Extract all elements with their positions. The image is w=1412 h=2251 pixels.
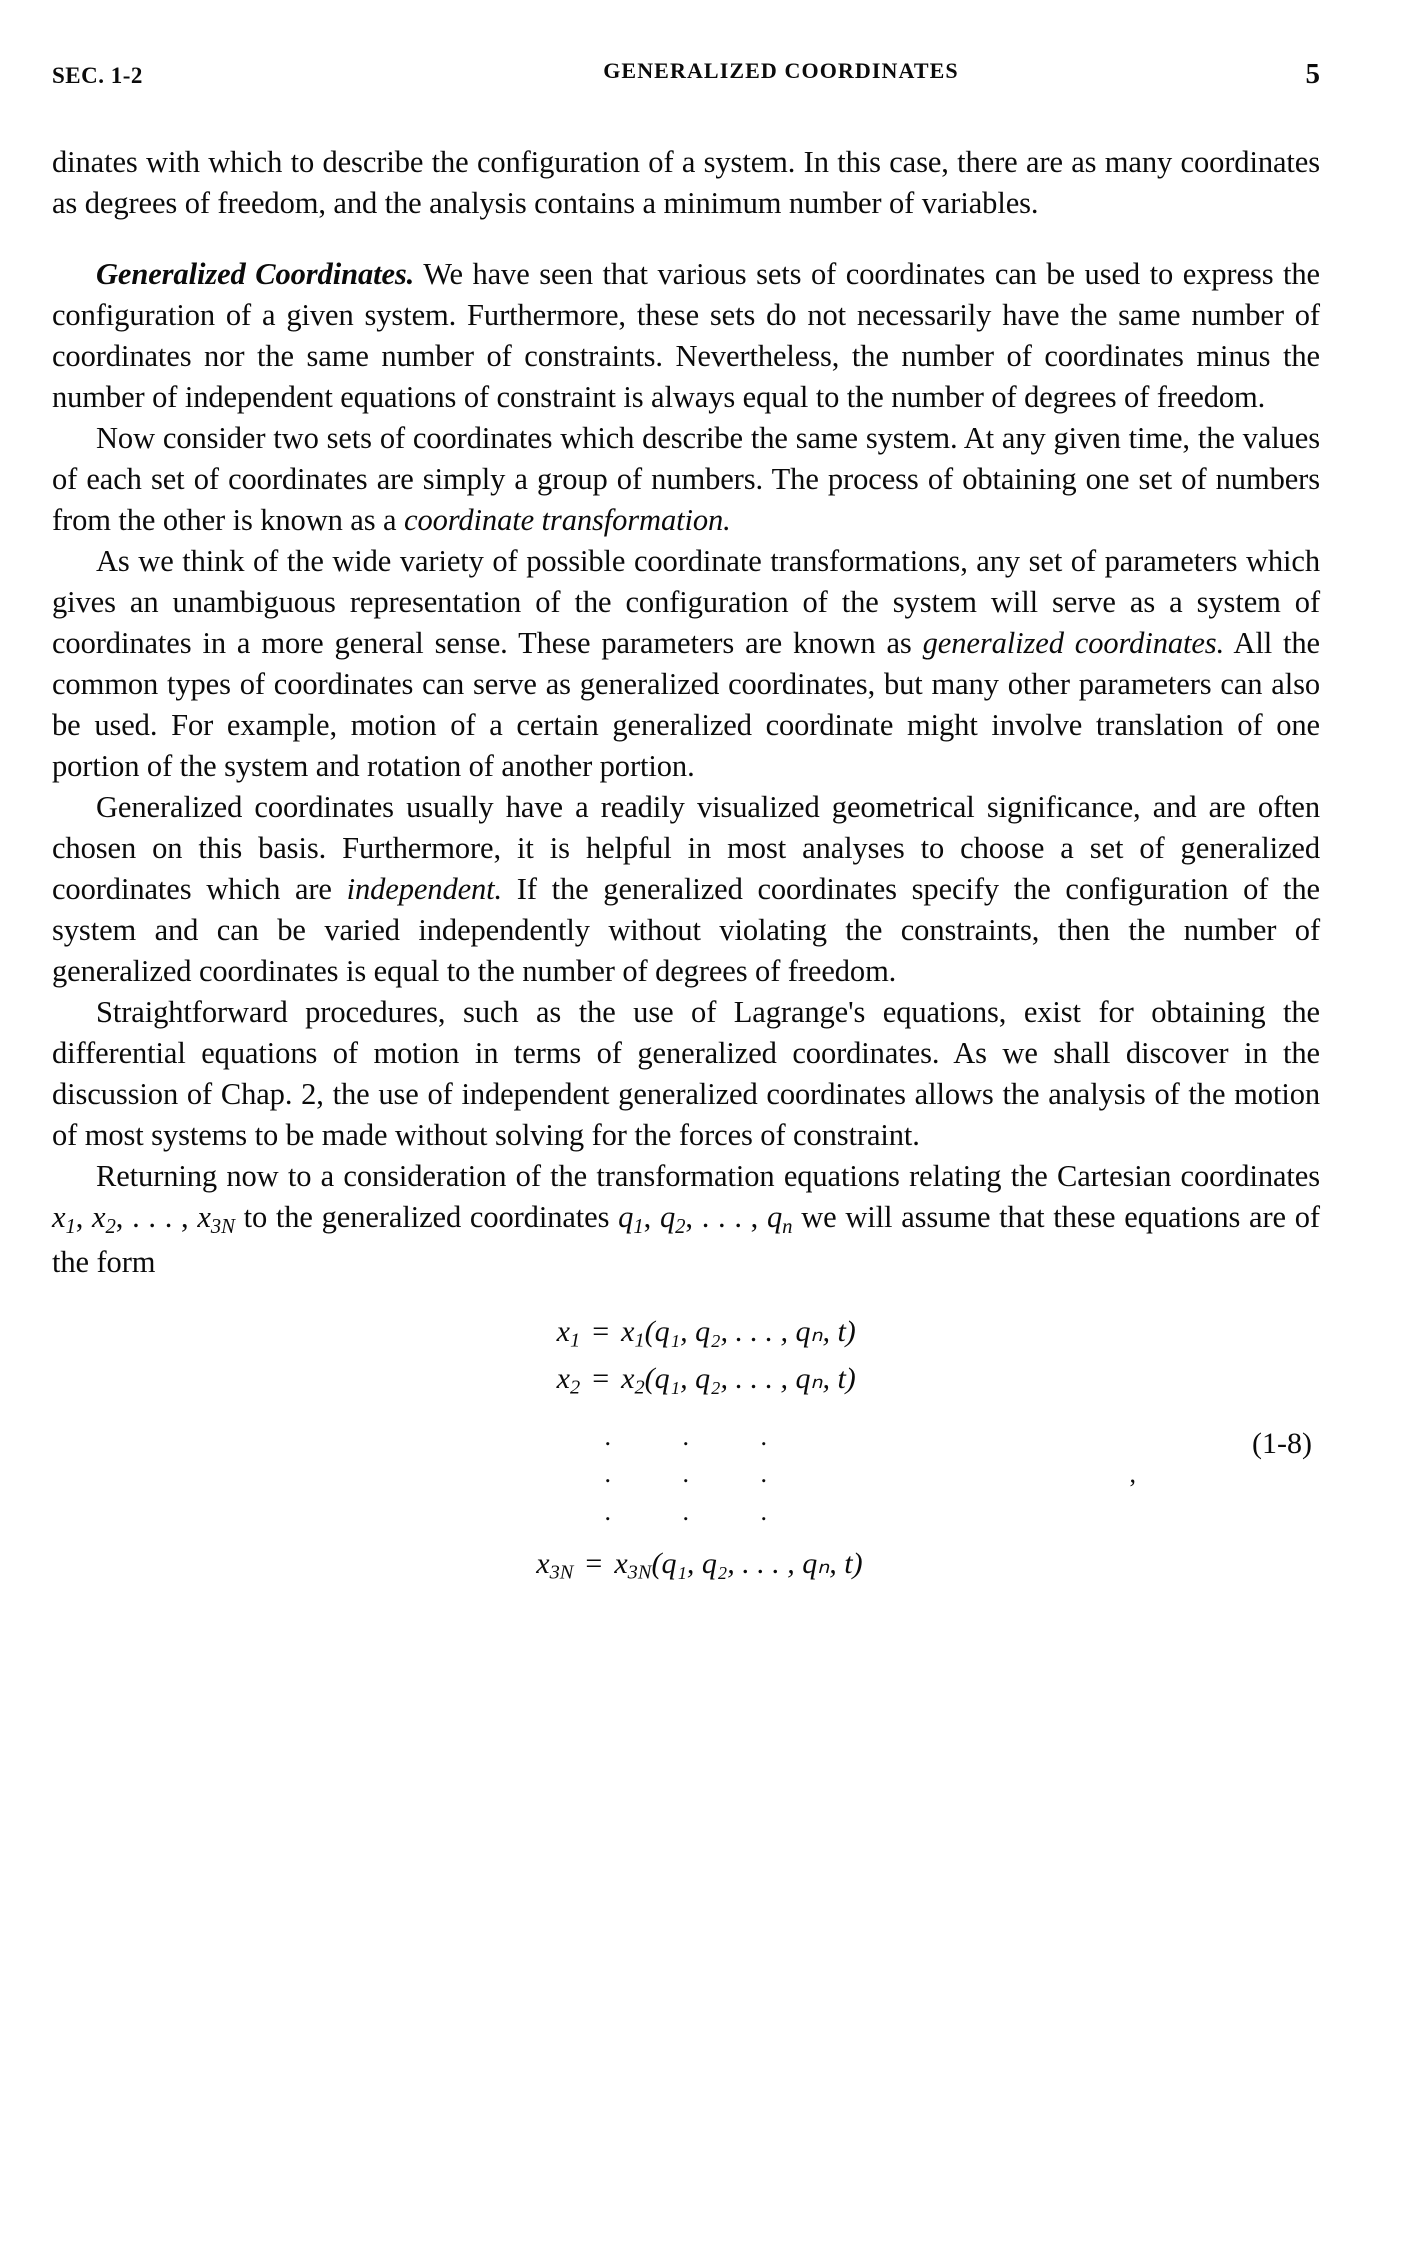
paragraph-3-text-a: Now consider two sets of coordinates which describe the same system. At any given time, the values of each set of coordinates are simply a group of numbers. The process of obtaining one set of numbers from the other is known as a bbox=[52, 421, 1320, 538]
running-head bbox=[52, 58, 1320, 98]
vertical-dots-row-2: . . . bbox=[604, 1459, 768, 1489]
equation-line-2-lhs: $x_2$ bbox=[556, 1362, 581, 1400]
equation-line-3-rhs: $x_{3N}$ bbox=[614, 1546, 652, 1584]
equation-block-1-8 bbox=[52, 1309, 1320, 1588]
paragraph-6: Straightforward procedures, such as the use of Lagrange's equations, exist for obtaining the differential equations of motion in terms of generalized coordinates. As we shall discover in the discussion of Chap. 2, the use of independent generalized coordinates allows the analysis of the motion of most systems to be made without solving for the forces of constraint. bbox=[52, 995, 1320, 1153]
equation-line-3-args: (q₁, q₂, . . . , qₙ, t) bbox=[651, 1546, 863, 1580]
paragraph-7 bbox=[52, 1156, 1320, 1283]
equation-number: (1-8) bbox=[1252, 1427, 1312, 1461]
equation-line-1-relation: = bbox=[592, 1315, 610, 1349]
vertical-dots-row-3: . . . bbox=[604, 1497, 768, 1527]
equation-line-2 bbox=[52, 1356, 1320, 1403]
inline-math-qn: $q_n$ bbox=[766, 1200, 793, 1239]
paragraph-3-italic: coordinate transformation. bbox=[404, 503, 731, 538]
paragraph-5-italic: independent. bbox=[346, 872, 503, 907]
inline-math-x1: $x_1$ bbox=[52, 1200, 76, 1239]
running-head-section: SEC. 1-2 bbox=[52, 63, 143, 88]
paragraph-7-text-b: to the generalized coordinates bbox=[234, 1200, 619, 1235]
paragraph-2 bbox=[52, 254, 1320, 418]
vertical-dots-row-1: . . . bbox=[604, 1421, 768, 1451]
equation-line-1-rhs: $x_1$ bbox=[621, 1315, 645, 1352]
paragraph-4-text-b: All the common types of coordinates can serve as generalized coordinates, but many other parameters can also be used. For example, motion of a certain generalized coordinate might involve translation of one portion of the system and rotation of another portion. bbox=[52, 626, 1320, 784]
equation-line-1 bbox=[52, 1309, 1320, 1356]
running-head-title: GENERALIZED COORDINATES bbox=[603, 58, 959, 83]
inline-comma-2: , bbox=[643, 1200, 652, 1235]
equation-line-2-relation: = bbox=[592, 1362, 610, 1396]
paragraph-3 bbox=[52, 418, 1320, 541]
inline-math-q2: $q_2$ bbox=[659, 1200, 686, 1239]
body-column bbox=[52, 142, 1320, 1588]
equation-line-1-args: (q₁, q₂, . . . , qₙ, t) bbox=[644, 1315, 856, 1349]
paragraph-5 bbox=[52, 787, 1320, 992]
paragraph-1: dinates with which to describe the configuration of a system. In this case, there are as many coordinates as degrees of freedom, and the analysis contains a minimum number of variables. bbox=[52, 145, 1320, 221]
equation-line-3-lhs: $x_{3N}$ bbox=[536, 1546, 574, 1584]
equation-line-1-lhs: $x_1$ bbox=[556, 1315, 581, 1352]
paragraph-2-lead: Generalized Coordinates. bbox=[96, 257, 415, 292]
inline-comma-1: , bbox=[75, 1200, 84, 1235]
inline-math-x2: $x_2$ bbox=[92, 1200, 116, 1239]
paragraph-7-text-a: Returning now to a consideration of the transformation equations relating the Cartesian coordinates bbox=[96, 1159, 1320, 1194]
inline-ellipsis-1: , . . . , bbox=[115, 1200, 189, 1235]
equation-line-3-relation: = bbox=[585, 1546, 603, 1580]
paragraph-2-text: We have seen that various sets of coordinates can be used to express the configuration of a given system. Furthermore, these sets do not necessarily have the same number of coordinates nor the same number of constraints. Nevertheless, the number of coordinates minus the number of independent equations of constraint is always equal to the number of degrees of freedom. bbox=[52, 257, 1320, 415]
paragraph-4-italic: generalized coordinates. bbox=[922, 626, 1225, 661]
paragraph-7-text-c: we will assume that these equations are of the form bbox=[52, 1200, 1320, 1280]
paragraph-4-text-a: As we think of the wide variety of possible coordinate transformations, any set of parameters which gives an unambiguous representation of the configuration of the system will serve as a system of coordinates in a more general sense. These parameters are known as bbox=[52, 544, 1320, 661]
page-number: 5 bbox=[1305, 58, 1320, 90]
paragraph-5-text-a: Generalized coordinates usually have a readily visualized geometrical significance, and are often chosen on this basis. Furthermore, it is helpful in most analyses to choose a set of generalized coordinates which are bbox=[52, 790, 1320, 907]
paragraph-4 bbox=[52, 541, 1320, 787]
inline-ellipsis-2: , . . . , bbox=[685, 1200, 759, 1235]
equation-line-3 bbox=[52, 1541, 1320, 1588]
inline-math-x3N: $x_{3N}$ bbox=[197, 1200, 235, 1239]
paragraph-5-text-b: If the generalized coordinates specify the configuration of the system and can be varied independently without violating the constraints, then the number of generalized coordinates is equal to the number of degrees of freedom. bbox=[52, 872, 1320, 989]
stray-comma-mark: , bbox=[1129, 1459, 1136, 1489]
equation-line-2-rhs: $x_2$ bbox=[621, 1362, 645, 1400]
equation-line-2-args: (q₁, q₂, . . . , qₙ, t) bbox=[644, 1362, 856, 1396]
inline-math-q1: $q_1$ bbox=[618, 1200, 644, 1239]
